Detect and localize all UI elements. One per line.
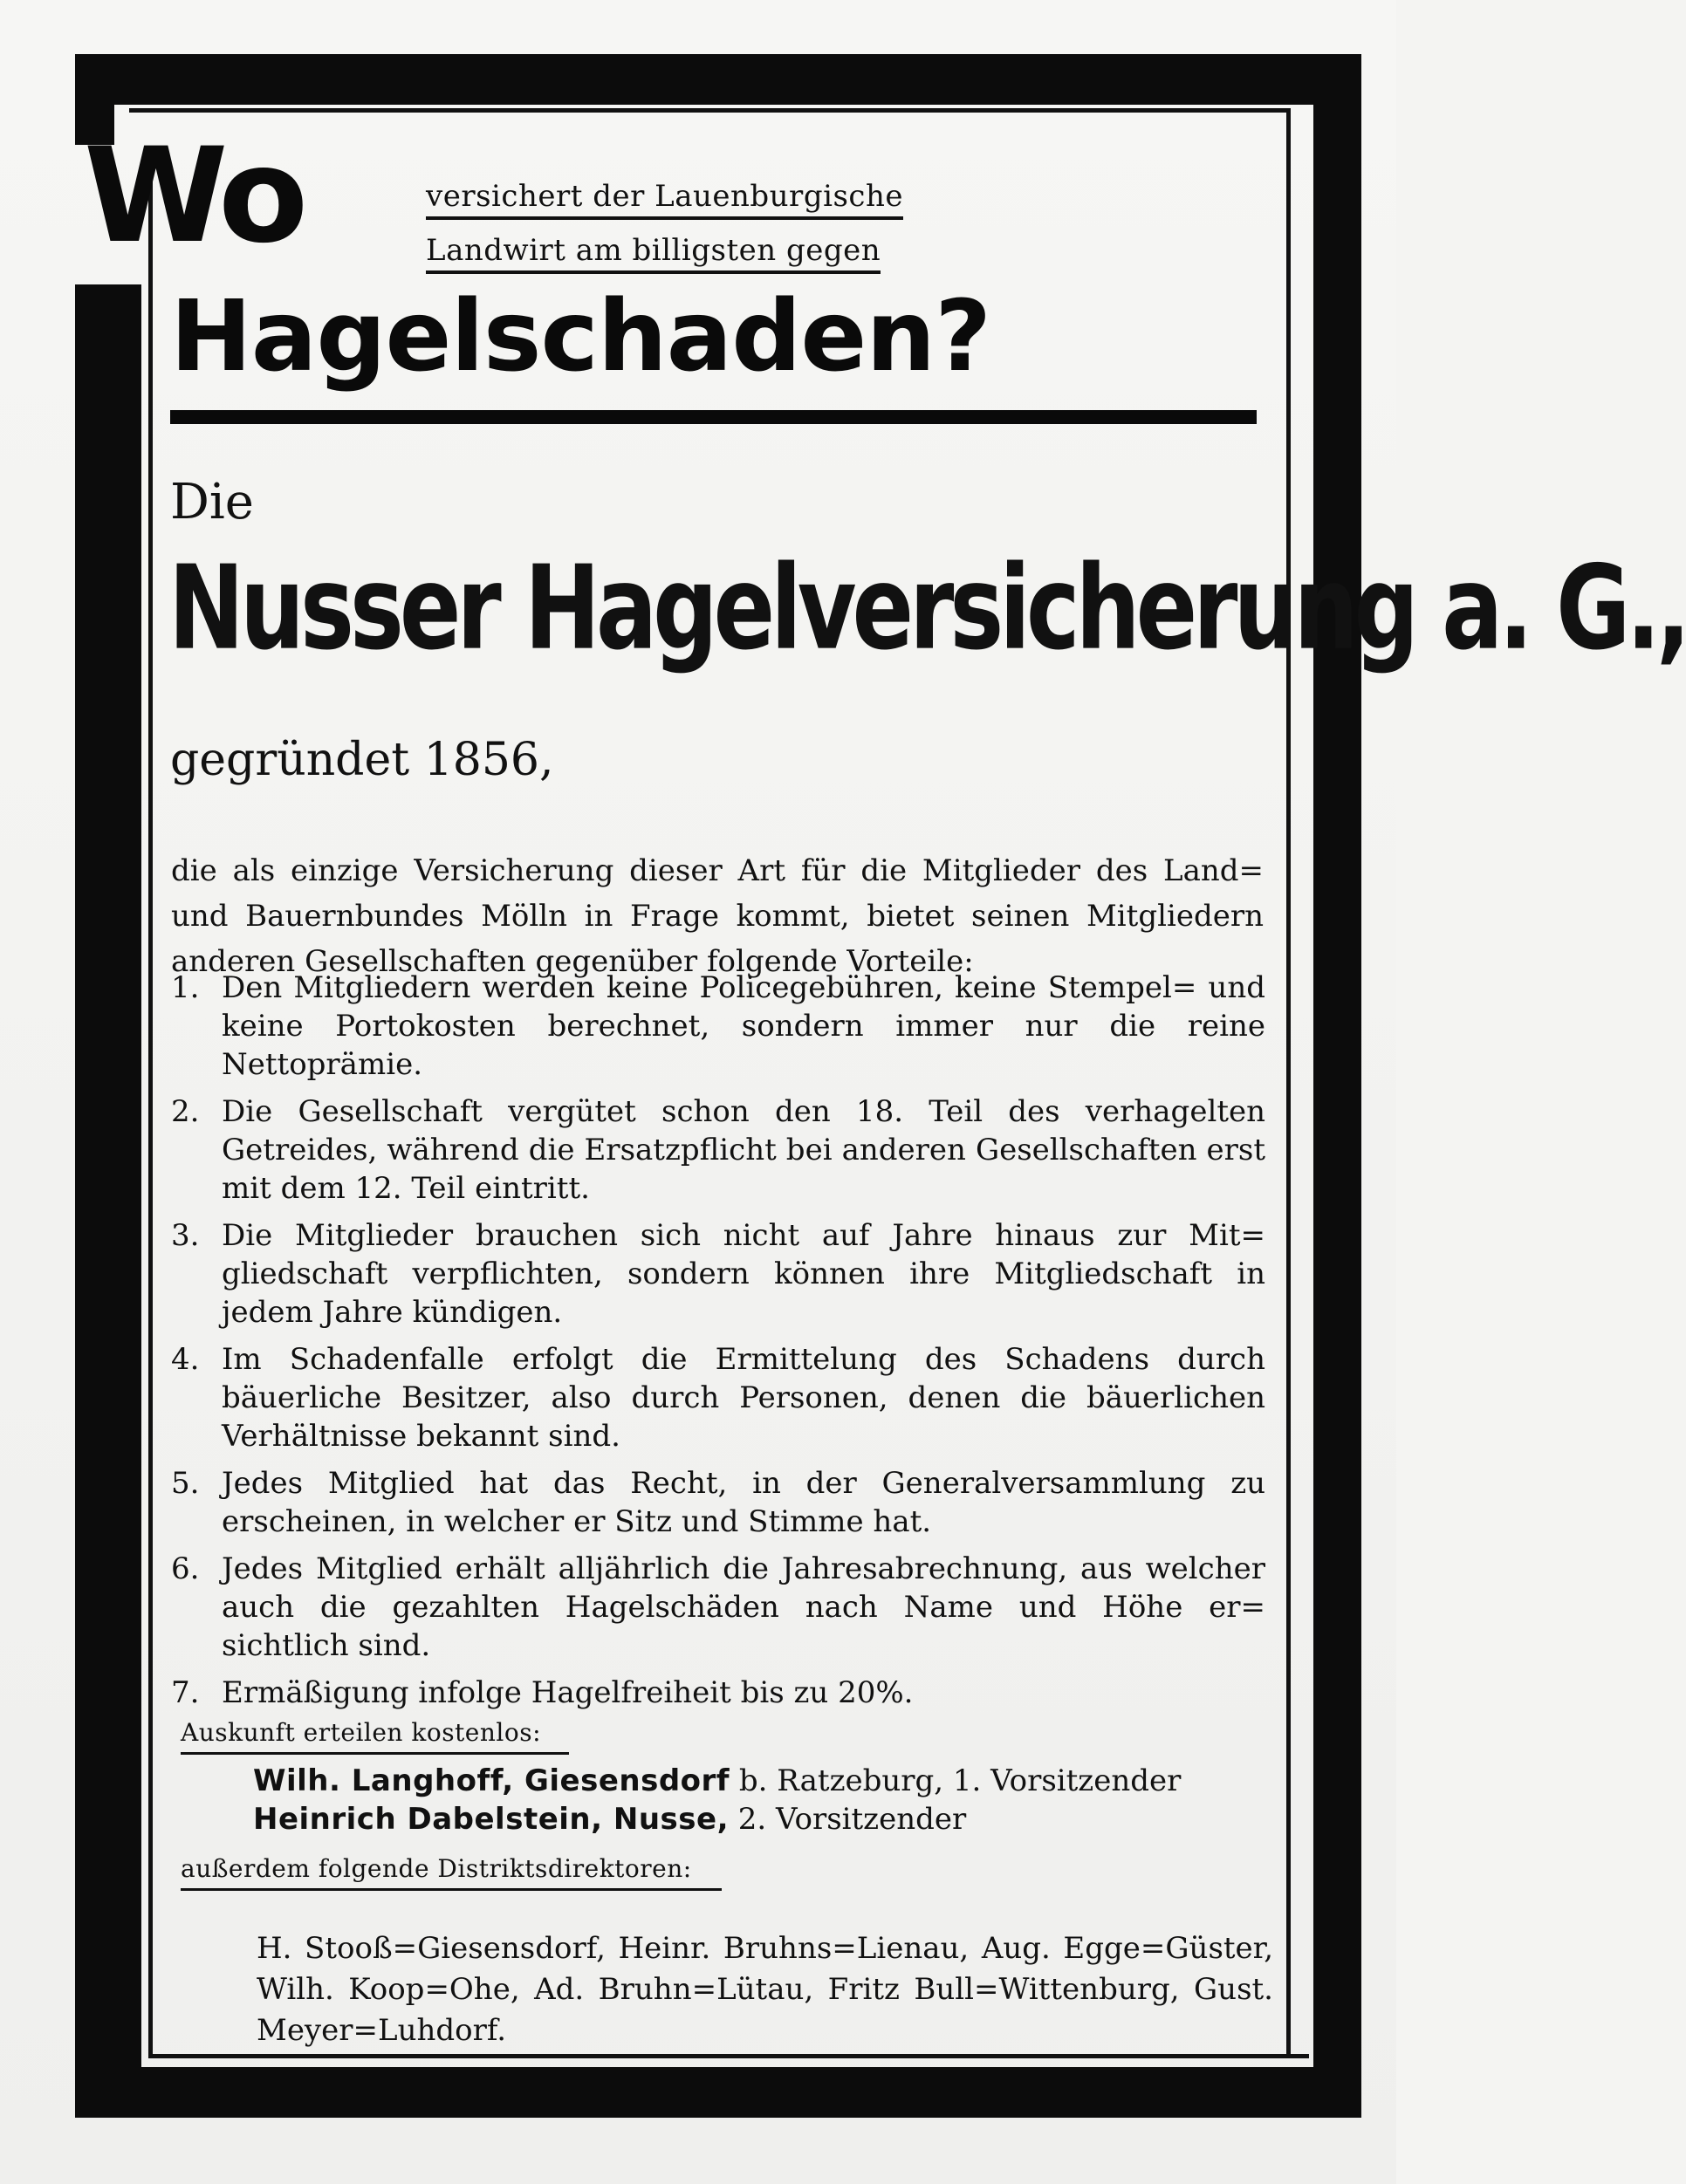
- company-name: Nusser Hagelversicherung a. G.,: [168, 539, 1686, 676]
- list-item-text: Die Gesellschaft vergütet schon den 18. Teil des verhagelten Getreides, während die Ersatzpflicht bei anderen Gesellschaften erst mit dem 12. Teil eintritt.: [222, 1094, 1265, 1206]
- list-item: [171, 1550, 1265, 1665]
- contact-2-role: 2. Vorsitzender: [737, 1802, 967, 1837]
- list-item: [171, 1092, 1265, 1208]
- headline-underline: [170, 410, 1257, 424]
- list-item-number: 2.: [171, 1094, 200, 1129]
- list-item: [171, 969, 1265, 1084]
- contact-heading: Auskunft erteilen kostenlos:: [181, 1721, 569, 1755]
- directors-list: H. Stooß=Giesensdorf, Heinr. Bruhns=Lienau, Aug. Egge=Güster, Wilh. Koop=Ohe, Ad. Bruhn=Lütau, Fritz Bull=Wittenburg, Gust. Meyer=Luhdorf.: [257, 1931, 1273, 2048]
- list-item: [171, 1674, 1265, 1712]
- directors-heading: außerdem folgende Distriktsdirektoren:: [181, 1857, 722, 1891]
- list-item-text: Die Mitglieder brauchen sich nicht auf Jahre hinaus zur Mit= gliedschaft verpflichten, sondern können ihre Mitgliedschaft in jedem Jahre kündigen.: [222, 1218, 1265, 1330]
- contact-1-role: b. Ratzeburg, 1. Vorsitzender: [738, 1763, 1182, 1798]
- list-item-text: Jedes Mitglied hat das Recht, in der Generalversammlung zu erscheinen, in welcher er Sitz und Stimme hat.: [222, 1466, 1265, 1539]
- list-item-number: 7.: [171, 1675, 200, 1710]
- headline-subline-2: Landwirt am billigsten gegen: [426, 236, 881, 274]
- list-item-text: Im Schadenfalle erfolgt die Ermittelung des Schadens durch bäuerliche Besitzer, also durch Personen, denen die bäuerlichen Verhältnisse bekannt sind.: [222, 1342, 1265, 1454]
- headline-wo: Wo: [84, 120, 304, 272]
- contact-line-2: [253, 1802, 967, 1837]
- contact-1-name: Wilh. Langhoff, Giesensdorf: [253, 1763, 730, 1798]
- list-item: [171, 1464, 1265, 1541]
- benefits-list: [171, 969, 1265, 1721]
- list-item-number: 6.: [171, 1551, 200, 1586]
- list-item-number: 3.: [171, 1218, 200, 1253]
- company-founded: gegründet 1856,: [170, 734, 554, 786]
- headline-main: Hagelschaden?: [170, 280, 991, 394]
- intro-paragraph: die als einzige Versicherung dieser Art für die Mitglieder des Land= und Bauernbundes Mölln in Frage kommt, bietet seinen Mitgliedern anderen Gesellschaften gegenüber folgende Vorteile:: [171, 853, 1264, 979]
- contact-line-1: [253, 1763, 1182, 1798]
- list-item-text: Ermäßigung infolge Hagelfreiheit bis zu 20%.: [222, 1675, 914, 1710]
- list-item-text: Den Mitgliedern werden keine Policegebühren, keine Stempel= und keine Portokosten berechnet, sondern immer nur die reine Nettoprämie.: [222, 970, 1265, 1082]
- list-item: [171, 1216, 1265, 1332]
- list-item-number: 4.: [171, 1342, 200, 1377]
- company-article: Die: [170, 474, 254, 531]
- list-item-number: 1.: [171, 970, 200, 1005]
- headline-subline-1: versichert der Lauenburgische: [426, 181, 903, 220]
- list-item-text: Jedes Mitglied erhält alljährlich die Jahresabrechnung, aus welcher auch die gezahlten Hagelschäden nach Name und Höhe er= sichtlich sind.: [222, 1551, 1265, 1663]
- list-item-number: 5.: [171, 1466, 200, 1501]
- list-item: [171, 1340, 1265, 1455]
- contact-2-name: Heinrich Dabelstein, Nusse,: [253, 1802, 729, 1837]
